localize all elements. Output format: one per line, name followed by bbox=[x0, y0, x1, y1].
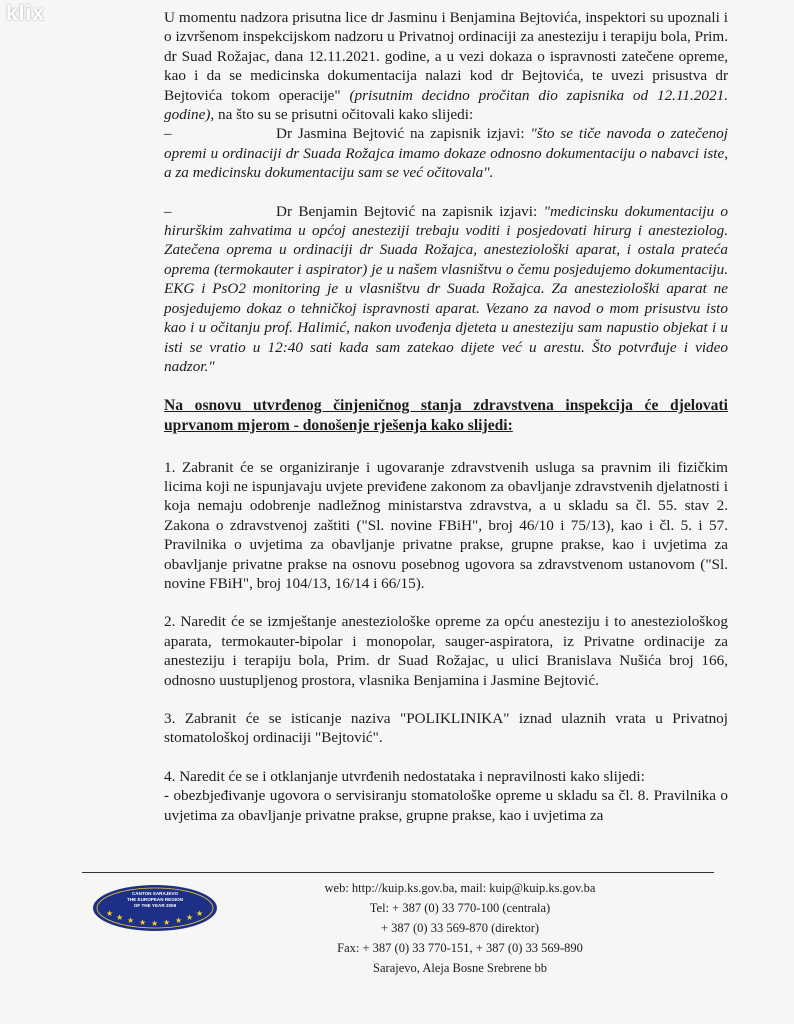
decision-item-2: 2. Naredit će se izmještanje anesteziološke opreme za opću anesteziju i to anesteziološkog aparata, termokauter-bipolar i monopolar, sauger-aspiratora, iz Privatne ordinacije za anesteziju i terapiju bola, Prim. dr Suad Rožajac, u ulici Branislava Nušića broj 166, odnosno uustupljenog prostora, vlasnika Benjamina i Jasmine Bejtović. bbox=[164, 613, 728, 689]
statement-jasmina-lead: Dr Jasmina Bejtović na zapisnik izjavi: bbox=[276, 125, 531, 143]
decision-item-3: 3. Zabranit će se isticanje naziva "POLIKLINIKA" iznad ulaznih vrata u Privatnoj stomatološkoj ordinaciji "Bejtović". bbox=[164, 709, 728, 747]
statement-jasmina bbox=[164, 124, 728, 182]
spacer bbox=[164, 183, 728, 202]
intro-paragraph bbox=[164, 8, 728, 124]
star-icon: ★ bbox=[175, 916, 183, 925]
decision-heading: Na osnovu utvrđenog činjeničnog stanja zdravstvena inspekcija će djelovati uprvanom mjerom - donošenje rješenja kako slijedi: bbox=[164, 397, 728, 434]
statement-dash: – bbox=[164, 202, 172, 220]
statement-jasmina-quote: "što se tiče navoda o zatečenoj opremi u ordinaciji dr Suada Rožajca imamo dokaze odnosno dokumentaciju o nabavci iste, a za medicinsku dokumentaciju sam se već očitovala". bbox=[164, 125, 728, 182]
decision-item-1: 1. Zabranit će se organiziranje i ugovaranje zdravstvenih usluga sa pravnim ili fizičkim licima koji ne ispunjavaju uvjete previđene zakonom za obavljanje zdravstvenih djelatnosti i koja nemaju odobrenje nadležnog ministarstva zdravstva, a u skladu sa čl. 55. stav 2. Zakona o zdravstvenoj zaštiti ("Sl. novine FBiH", broj 46/10 i 75/13), kao i čl. 5. i 57. Pravilnika o uvjetima za obavljanje privatne prakse, grupne prakse, kao i uvjetima za obavljanje privatne prakse na osnovu posebnog ugovora sa zdravstvenom ustanovom ("Sl. novine FBiH", broj 104/13, 16/14 i 66/15). bbox=[164, 458, 728, 592]
footer-tel: Tel: + 387 (0) 33 770-100 (centrala) bbox=[369, 901, 551, 915]
star-icon: ★ bbox=[196, 909, 204, 918]
footer-address: Sarajevo, Aleja Bosne Srebrene bb bbox=[373, 961, 547, 975]
footer-web: web: http://kuip.ks.gov.ba, mail: kuip@kuip.ks.gov.ba bbox=[324, 881, 596, 895]
star-icon: ★ bbox=[186, 913, 194, 922]
star-icon: ★ bbox=[139, 918, 147, 927]
footer-tel-director: + 387 (0) 33 569-870 (direktor) bbox=[380, 921, 540, 935]
statement-benjamin-lead: Dr Benjamin Bejtović na zapisnik izjavi: bbox=[276, 202, 544, 220]
footer-divider bbox=[82, 872, 714, 873]
footer-fax: Fax: + 387 (0) 33 770-151, + 387 (0) 33 569-890 bbox=[337, 941, 583, 955]
logo-text-line3: OF THE YEAR 2006 bbox=[133, 903, 177, 908]
star-icon: ★ bbox=[163, 918, 171, 927]
intro-tail: na što su se prisutni očitovali kako slijedi: bbox=[214, 106, 474, 124]
statement-benjamin bbox=[164, 202, 728, 377]
logo-text-line2: THE EUROPEAN REGION bbox=[127, 897, 183, 902]
footer-contact bbox=[200, 878, 720, 978]
decision-item-4-body: - obezbjeđivanje ugovora o servisiranju stomatološke opreme u skladu sa čl. 8. Pravilnika o uvjetima za obavljanje privatne prakse, grupne prakse, kao i uvjetima za bbox=[164, 787, 728, 824]
star-icon: ★ bbox=[116, 913, 124, 922]
star-icon: ★ bbox=[127, 916, 135, 925]
watermark-logo: klix bbox=[6, 2, 46, 25]
statement-benjamin-text bbox=[164, 202, 728, 377]
intro-text: U momentu nadzora prisutna lice dr Jasminu i Benjamina Bejtovića, inspektori su upoznali i o izvršenom inspekcijskom nadzoru u Privatnoj ordinaciji za anesteziju i terapiju bola, Prim. dr Suad Rožajac, dana 12.11.2021. godine, a u vezi dokaza o ispravnosti zatečene opreme, kao i da se medicinska dokumentacija nalazi kod dr Bejtovića, te uvezi prisustva dr Bejtovića tokom operacije" bbox=[164, 9, 728, 104]
statement-benjamin-quote: "medicinsku dokumentaciju o hirurškim zahvatima u općoj anesteziji trebaju voditi i posjedovati hirurg i anesteziolog. Zatečena oprema u ordinaciji dr Suada Rožajca, anesteziološki aparat, i ostala prateća oprema (termokauter i aspirator) je u našem vlasništvu o čemu posjedujemo dokumentaciju. EKG i PsO2 monitoring je u vlasništvu dr Suada Rožajca. Za anesteziološki aparat ne posjedujemo dokaz o tehničkoj ispravnosti aparat. Vezano za navod o mom prisustvu isto kao i u očitanju prof. Halimić, nakon uvođenja djeteta u anesteziju sam napustio objekat i u isti se vratio u 12:40 sati kada sam zatekao dijete već u arestu. Što potvrđuje i video nadzor." bbox=[164, 202, 728, 375]
logo-text-line1: CANTON SARAJEVO bbox=[131, 891, 179, 896]
document-body bbox=[164, 8, 728, 825]
decision-item-4-head: 4. Naredit će se i otklanjanje utvrđenih nedostataka i nepravilnosti kako slijedi: bbox=[164, 767, 645, 785]
statement-dash: – bbox=[164, 125, 172, 143]
star-icon: ★ bbox=[106, 909, 114, 918]
statement-jasmina-text bbox=[164, 124, 728, 182]
star-icon: ★ bbox=[151, 919, 159, 928]
intro-italic-note: (prisutnim decidno pročitan dio zapisnika od 12.11.2021. godine), bbox=[164, 86, 728, 124]
